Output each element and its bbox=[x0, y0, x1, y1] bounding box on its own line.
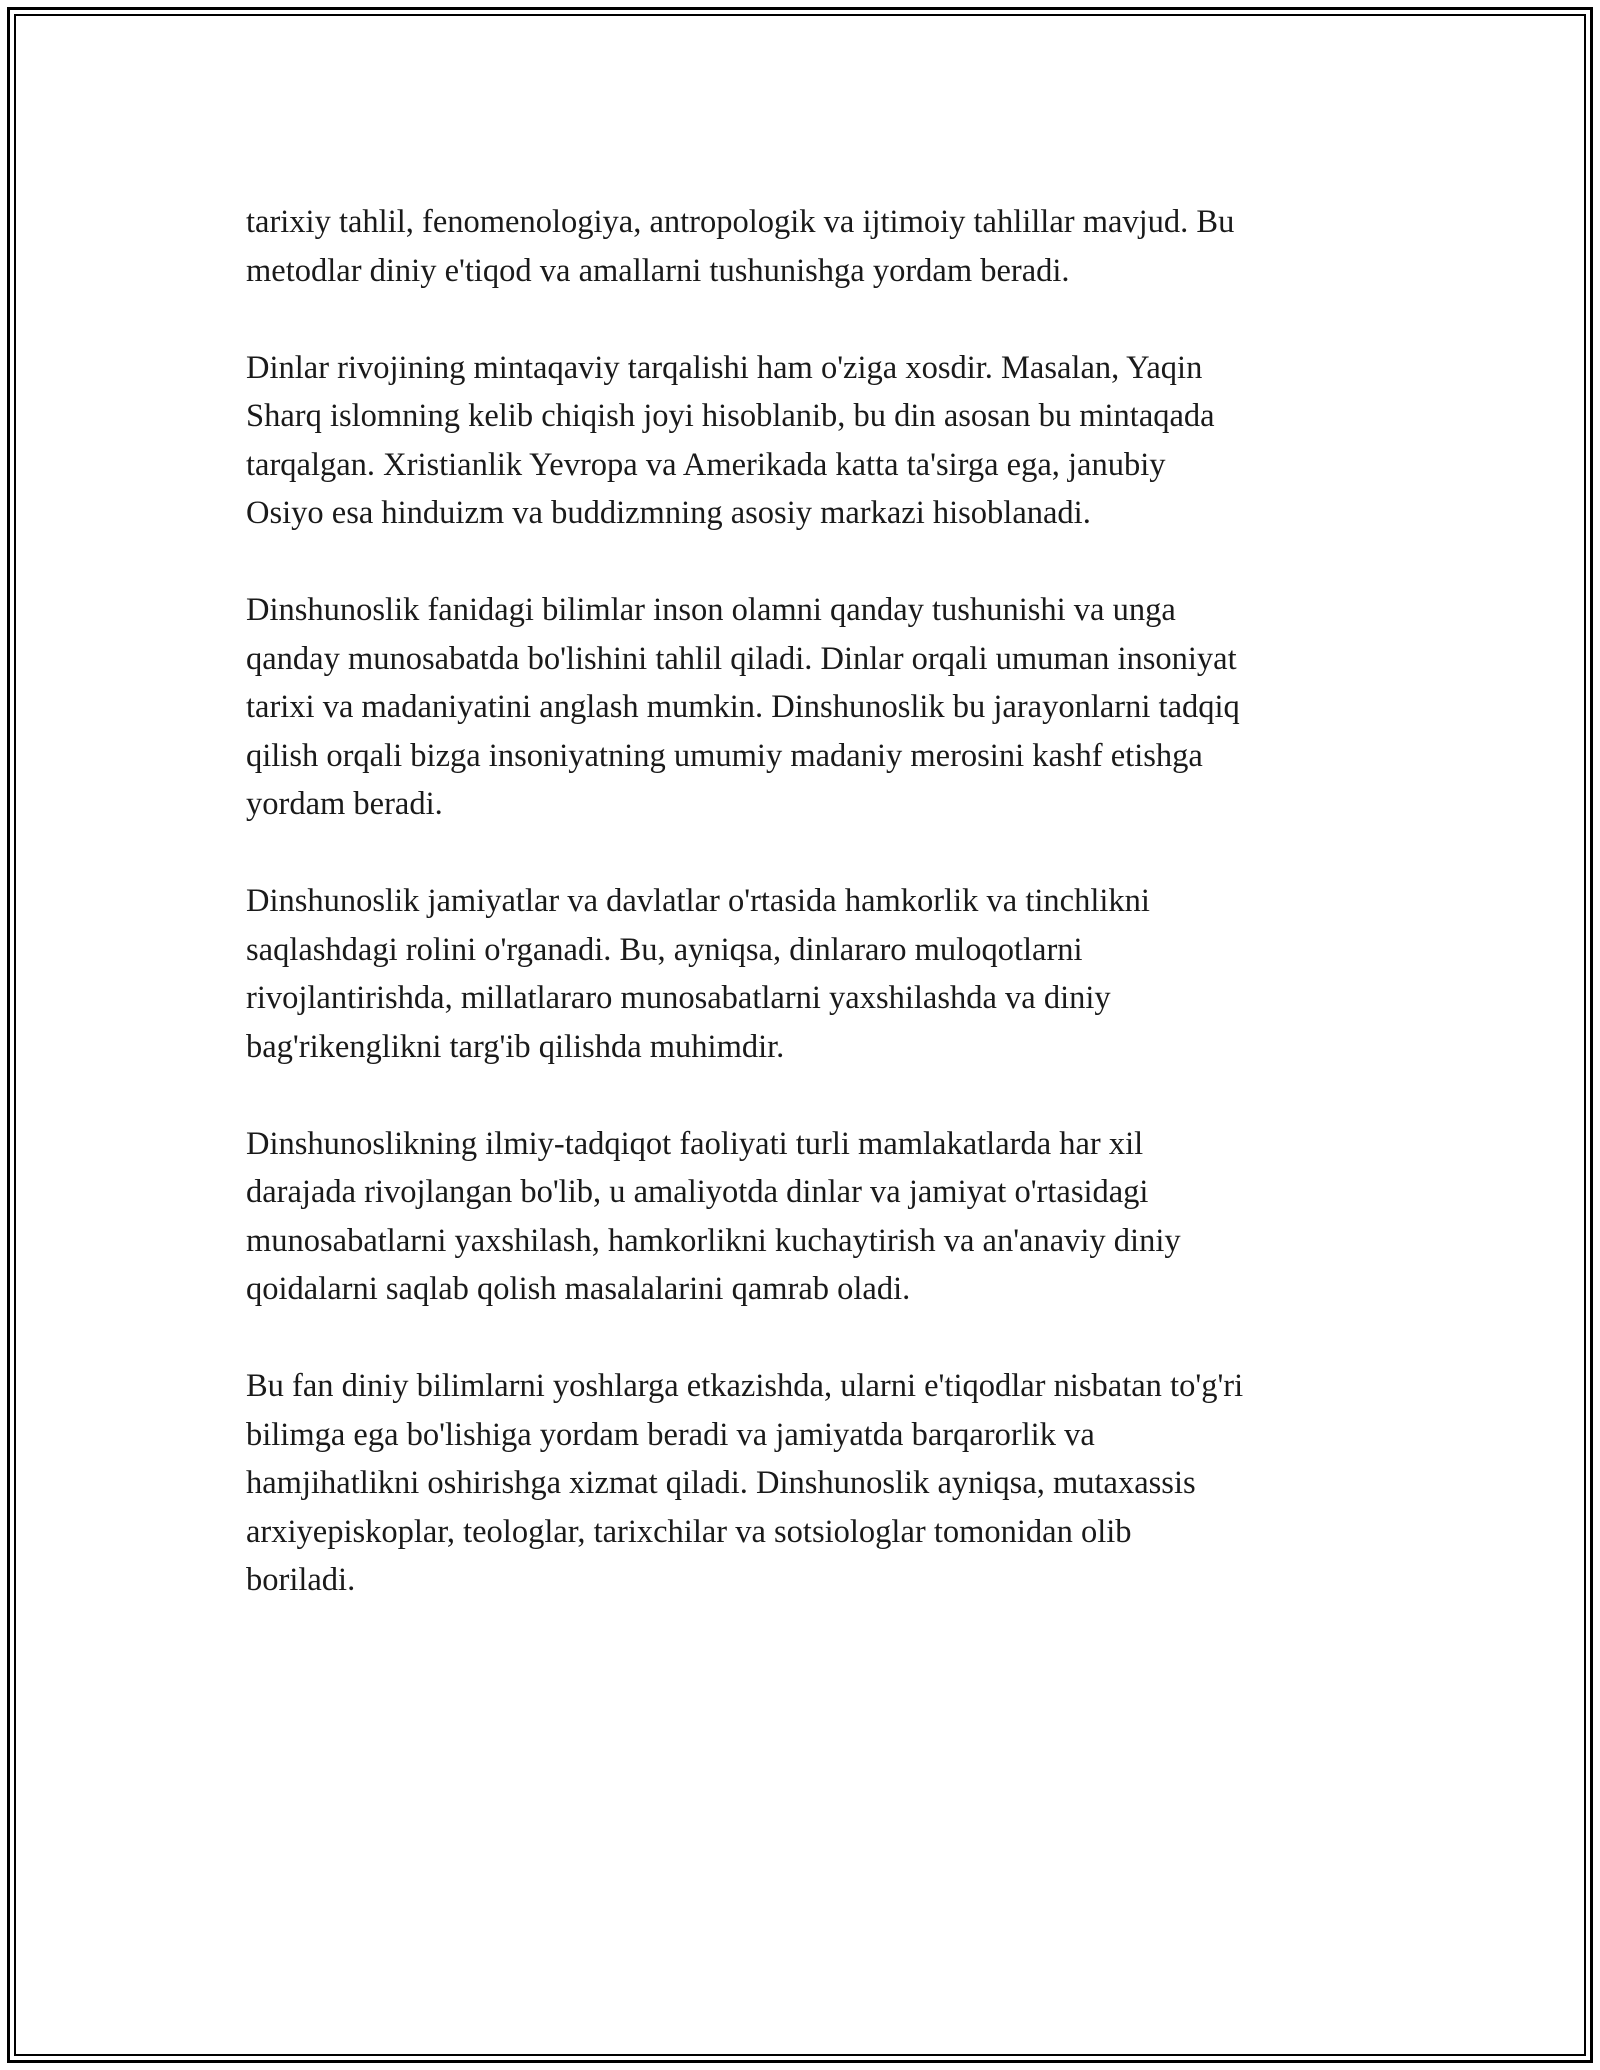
paragraph-research-activity: Dinshunoslikning ilmiy-tadqiqot faoliyati turli mamlakatlarda har xil darajada rivojlangan bo'lib, u amaliyotda dinlar va jamiyat o'rtasidagi munosabatlarni yaxshilash, hamkorlikni kuchaytirish va an'anaviy diniy qoidalarni saqlab qolish masalalarini qamrab oladi. bbox=[246, 1125, 1181, 1307]
paragraph-education-of-youth: Bu fan diniy bilimlarni yoshlarga etkazishda, ularni e'tiqodlar nisbatan to'g'ri bilimga ega bo'lishiga yordam beradi va jamiyatda barqarorlik va hamjihatlikni oshirishga xizmat qiladi. Dinshunoslik ayniqsa, mutaxassis arxiyepiskoplar, teologlar, tarixchilar va sotsiologlar tomonidan olib boriladi. bbox=[246, 1368, 1244, 1598]
paragraph-cooperation-and-peace: Dinshunoslik jamiyatlar va davlatlar o'rtasida hamkorlik va tinchlikni saqlashdagi rolini o'rganadi. Bu, ayniqsa, dinlararo muloqotlarni rivojlantirishda, millatlararo munosabatlarni yaxshilashda va diniy bag'rikenglikni targ'ib qilishda muhimdir. bbox=[246, 883, 1150, 1065]
paragraph-research-methods: tarixiy tahlil, fenomenologiya, antropologik va ijtimoiy tahlillar mavjud. Bu metodlar diniy e'tiqod va amallarni tushunishga yordam beradi. bbox=[246, 204, 1235, 289]
document-body bbox=[246, 198, 1386, 1653]
paragraph-regional-spread: Dinlar rivojining mintaqaviy tarqalishi ham o'ziga xosdir. Masalan, Yaqin Sharq islomning kelib chiqish joyi hisoblanib, bu din asosan bu mintaqada tarqalgan. Xristianlik Yevropa va Amerikada katta ta'sirga ega, janubiy Osiyo esa hinduizm va buddizmning asosiy markazi hisoblanadi. bbox=[246, 349, 1215, 531]
paragraph-knowledge-of-world: Dinshunoslik fanidagi bilimlar inson olamni qanday tushunishi va unga qanday munosabatda bo'lishini tahlil qiladi. Dinlar orqali umuman insoniyat tarixi va madaniyatini anglash mumkin. Dinshunoslik bu jarayonlarni tadqiq qilish orqali bizga insoniyatning umumiy madaniy merosini kashf etishga yordam beradi. bbox=[246, 592, 1240, 822]
page-border bbox=[7, 7, 1593, 2063]
